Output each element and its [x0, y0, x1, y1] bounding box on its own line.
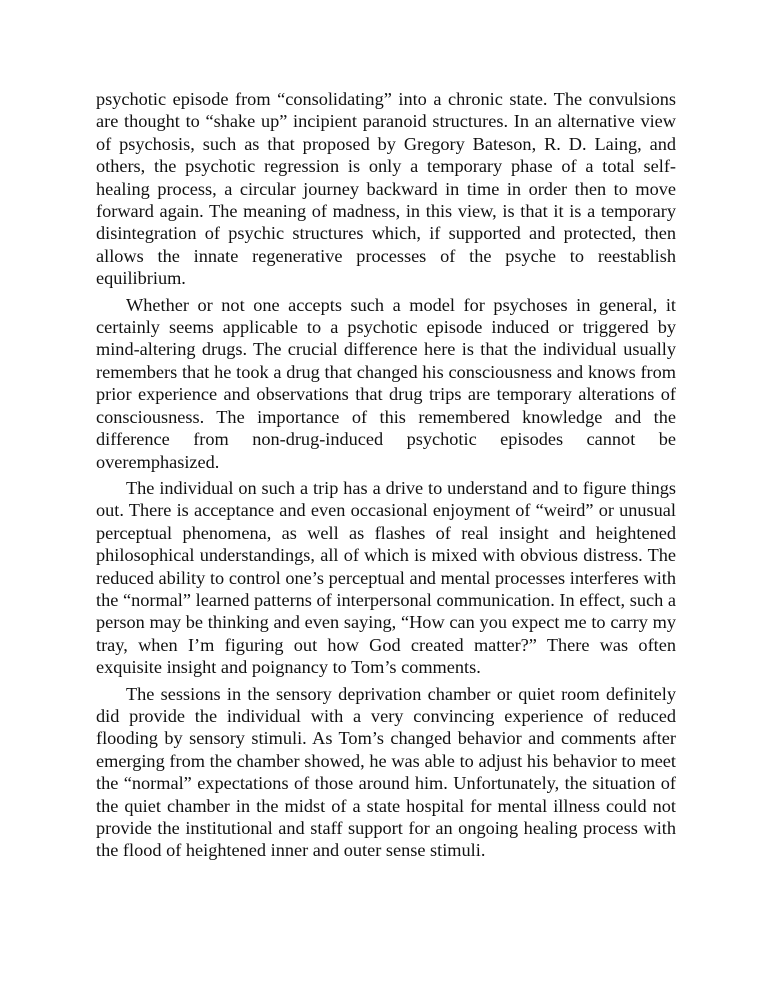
paragraph-continued: psychotic episode from “consolidating” into a chronic state. The convulsions are thought to “shake up” incipient paranoid structures. In an alternative view of psychosis, such as that proposed by Gregory Bateson, R. D. Laing, and others, the psychotic regression is only a temporary phase of a total self-healing process, a circular journey backward in time in order then to move forward again. The meaning of madness, in this view, is that it is a temporary disintegration of psychic structures which, if supported and protected, then allows the innate regenerative processes of the psyche to reestablish equilibrium.: [96, 89, 676, 289]
paragraph-psychoses-model: Whether or not one accepts such a model for psychoses in general, it certainly seems applicable to a psychotic episode induced or triggered by mind-altering drugs. The crucial difference here is that the individual usually remembers that he took a drug that changed his consciousness and knows from prior experience and observations that drug trips are temporary alterations of consciousness. The importance of this remembered knowledge and the difference from non-drug-induced psychotic episodes cannot be overemphasized.: [96, 294, 676, 472]
paragraph-sensory-deprivation: The sessions in the sensory deprivation chamber or quiet room definitely did provide the individual with a very convincing experience of reduced flooding by sensory stimuli. As Tom’s changed behavior and comments after emerging from the chamber showed, he was able to adjust his behavior to meet the “normal” expectations of those around him. Unfortunately, the situation of the quiet chamber in the midst of a state hospital for mental illness could not provide the institutional and staff support for an ongoing healing process with the flood of heightened inner and outer sense stimuli.: [96, 683, 676, 861]
paragraph-individual-trip: The individual on such a trip has a drive to understand and to figure things out. There is acceptance and even occasional enjoyment of “weird” or unusual perceptual phenomena, as well as flashes of real insight and heightened philosophical understandings, all of which is mixed with obvious distress. The reduced ability to control one’s perceptual and mental processes interferes with the “normal” learned patterns of interpersonal communication. In effect, such a person may be thinking and even saying, “How can you expect me to carry my tray, when I’m figuring out how God created matter?” There was often exquisite insight and poignancy to Tom’s comments.: [96, 477, 676, 678]
document-page: [96, 88, 676, 862]
